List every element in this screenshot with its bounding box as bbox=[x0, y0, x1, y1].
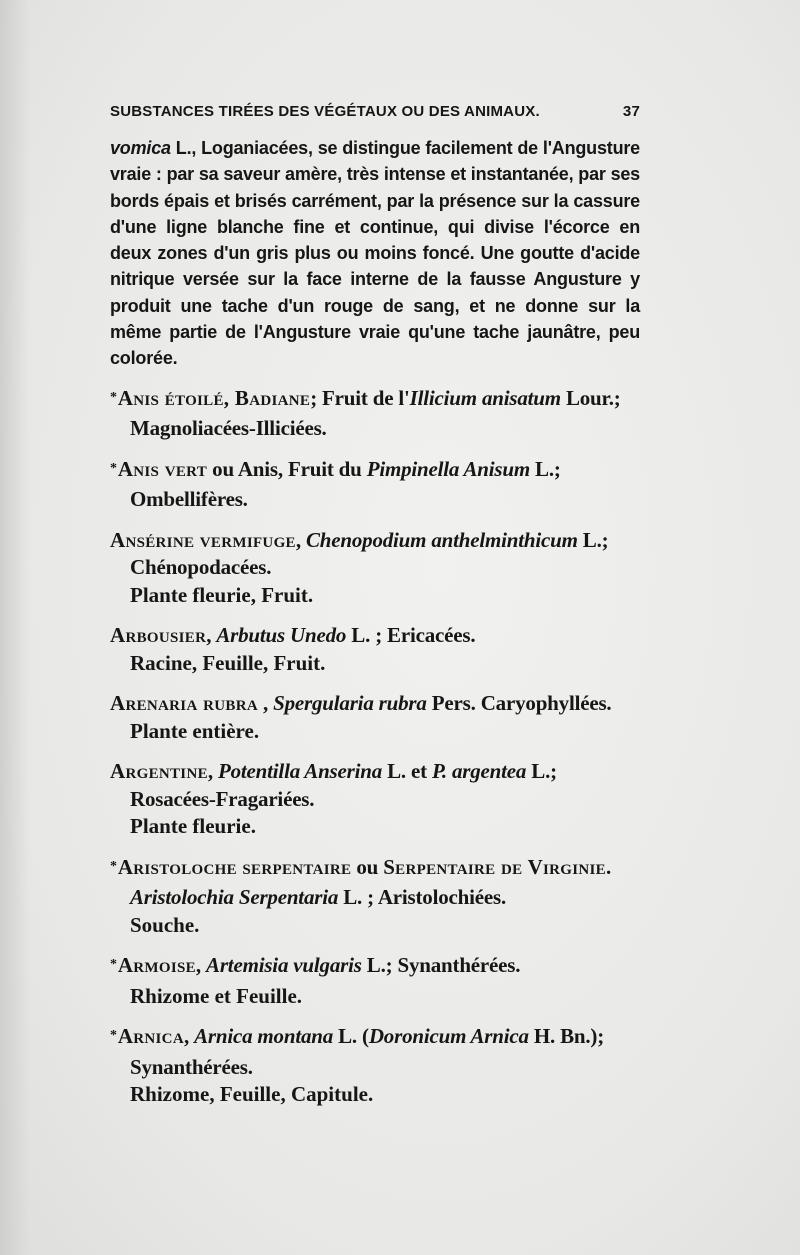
author-abbrev: L. bbox=[577, 527, 602, 552]
entry-heading bbox=[110, 622, 640, 650]
separator: , bbox=[206, 623, 217, 648]
plant-parts: Plante fleurie, Fruit. bbox=[130, 582, 314, 607]
latin-name: Potentilla Anserina bbox=[218, 759, 383, 784]
botanical-family: ; Chénopodacées. bbox=[130, 527, 609, 580]
plant-parts: Plante fleurie. bbox=[130, 814, 256, 839]
author-abbrev: L. ( bbox=[333, 1024, 369, 1049]
separator: , bbox=[195, 953, 207, 978]
entry-heading bbox=[110, 385, 640, 443]
entry bbox=[110, 527, 640, 610]
latin-name-alt: Doronicum Arnica bbox=[368, 1024, 529, 1049]
author-abbrev: L. bbox=[338, 885, 363, 910]
botanical-family: ; Aristolochiées. bbox=[362, 885, 507, 910]
author-abbrev-alt: H. Bn.) bbox=[528, 1024, 598, 1049]
separator: , bbox=[295, 527, 306, 552]
plant-parts: Souche. bbox=[130, 912, 200, 937]
entry bbox=[110, 1023, 640, 1109]
separator: , bbox=[183, 1024, 195, 1049]
plant-parts: Racine, Feuille, Fruit. bbox=[130, 650, 326, 675]
latin-name: Illicium anisatum bbox=[409, 385, 561, 410]
entry bbox=[110, 456, 640, 514]
latin-name-alt: P. argentea bbox=[431, 759, 527, 784]
latin-name: Arbutus Unedo bbox=[216, 623, 347, 648]
entry-heading bbox=[110, 758, 640, 813]
entry-heading bbox=[110, 456, 640, 514]
plant-parts: Rhizome, Feuille, Capitule. bbox=[130, 1082, 374, 1107]
entry bbox=[110, 952, 640, 1010]
botanical-family: Caryophyllées. bbox=[475, 691, 612, 716]
asterisk-marker: * bbox=[110, 389, 117, 405]
common-name: Argentine bbox=[110, 759, 208, 784]
entry-heading bbox=[110, 690, 640, 718]
plant-parts: Rhizome et Feuille. bbox=[130, 983, 303, 1008]
entry-heading bbox=[110, 854, 640, 912]
latin-name: Arnica montana bbox=[194, 1024, 334, 1049]
botanical-family: ; Synanthérées. bbox=[385, 953, 521, 978]
latin-name: Spergularia rubra bbox=[273, 691, 427, 716]
author-abbrev: L. bbox=[529, 456, 554, 481]
botanical-family: ; Magnoliacées-Illiciées. bbox=[130, 385, 621, 441]
entry bbox=[110, 690, 640, 745]
separator: , bbox=[207, 759, 218, 784]
botanical-family: ; Synanthérées. bbox=[130, 1024, 605, 1079]
separator: , bbox=[257, 691, 274, 716]
common-name: Aristoloche serpentaire bbox=[117, 854, 352, 879]
entry bbox=[110, 758, 640, 841]
page-number: 37 bbox=[622, 103, 640, 120]
entry bbox=[110, 385, 640, 443]
plant-parts: Plante entière. bbox=[130, 718, 260, 743]
separator: . bbox=[606, 854, 612, 879]
author-abbrev: Lour. bbox=[560, 385, 614, 410]
common-name: Arnica bbox=[117, 1024, 184, 1049]
latin-name: Aristolochia Serpentaria bbox=[130, 885, 339, 910]
common-name: Ansérine vermifuge bbox=[110, 527, 296, 552]
botanical-family: ; Ombellifères. bbox=[130, 456, 561, 512]
author-abbrev: Pers. bbox=[426, 691, 476, 716]
author-abbrev-alt: L. bbox=[526, 759, 551, 784]
entry-heading bbox=[110, 952, 640, 983]
latin-name: Pimpinella Anisum bbox=[366, 456, 530, 481]
author-abbrev: L. bbox=[361, 953, 386, 978]
entry bbox=[110, 622, 640, 677]
author-abbrev: L. bbox=[346, 623, 371, 648]
latin-name: Chenopodium anthelminthicum bbox=[305, 527, 578, 552]
botanical-family: ; Rosacées-Fragariées. bbox=[130, 759, 557, 811]
asterisk-marker: * bbox=[110, 460, 117, 476]
entry bbox=[110, 854, 640, 940]
latin-name: Artemisia vulgaris bbox=[206, 953, 362, 978]
common-name-alt: Serpentaire de Virginie bbox=[383, 854, 606, 879]
entry-heading bbox=[110, 1023, 640, 1081]
running-header bbox=[110, 103, 640, 120]
binding-shadow bbox=[0, 0, 30, 1255]
separator: ou bbox=[351, 854, 384, 879]
intro-rest: L., Loganiacées, se distingue facilement de l'Angusture vraie : par sa saveur amère, très intense et instantanée, par ses bords épais et brisés carrément, par la présence sur la cassure d'une ligne blanche fine et continue, qui divise l'écorce en deux zones d'un gris plus ou moins foncé. Une goutte d'acide nitrique versée sur la face interne de la fausse Angusture y produit une tache d'un rouge de sang, et ne donne sur la même partie de l'Angusture vraie qu'une tache jaunâtre, peu colorée. bbox=[110, 138, 640, 369]
entry-heading bbox=[110, 527, 640, 582]
page-body bbox=[110, 135, 640, 1109]
entry-list bbox=[110, 385, 640, 1109]
author-abbrev: L. et bbox=[382, 759, 432, 784]
botanical-family: ; Ericacées. bbox=[370, 623, 476, 648]
separator: ; Fruit de l' bbox=[310, 385, 410, 410]
separator: ou Anis, Fruit du bbox=[207, 456, 367, 481]
common-name: Armoise bbox=[117, 953, 196, 978]
asterisk-marker: * bbox=[110, 1028, 117, 1044]
intro-paragraph bbox=[110, 135, 640, 372]
common-name: Arbousier bbox=[110, 623, 207, 648]
intro-italic-word: vomica bbox=[110, 138, 171, 158]
common-name: Arenaria rubra bbox=[110, 691, 258, 716]
running-title: SUBSTANCES TIRÉES DES VÉGÉTAUX OU DES ANIMAUX. bbox=[110, 103, 540, 120]
common-name: Anis étoilé, Badiane bbox=[117, 385, 311, 410]
asterisk-marker: * bbox=[110, 957, 117, 973]
common-name: Anis vert bbox=[117, 456, 208, 481]
asterisk-marker: * bbox=[110, 858, 117, 874]
